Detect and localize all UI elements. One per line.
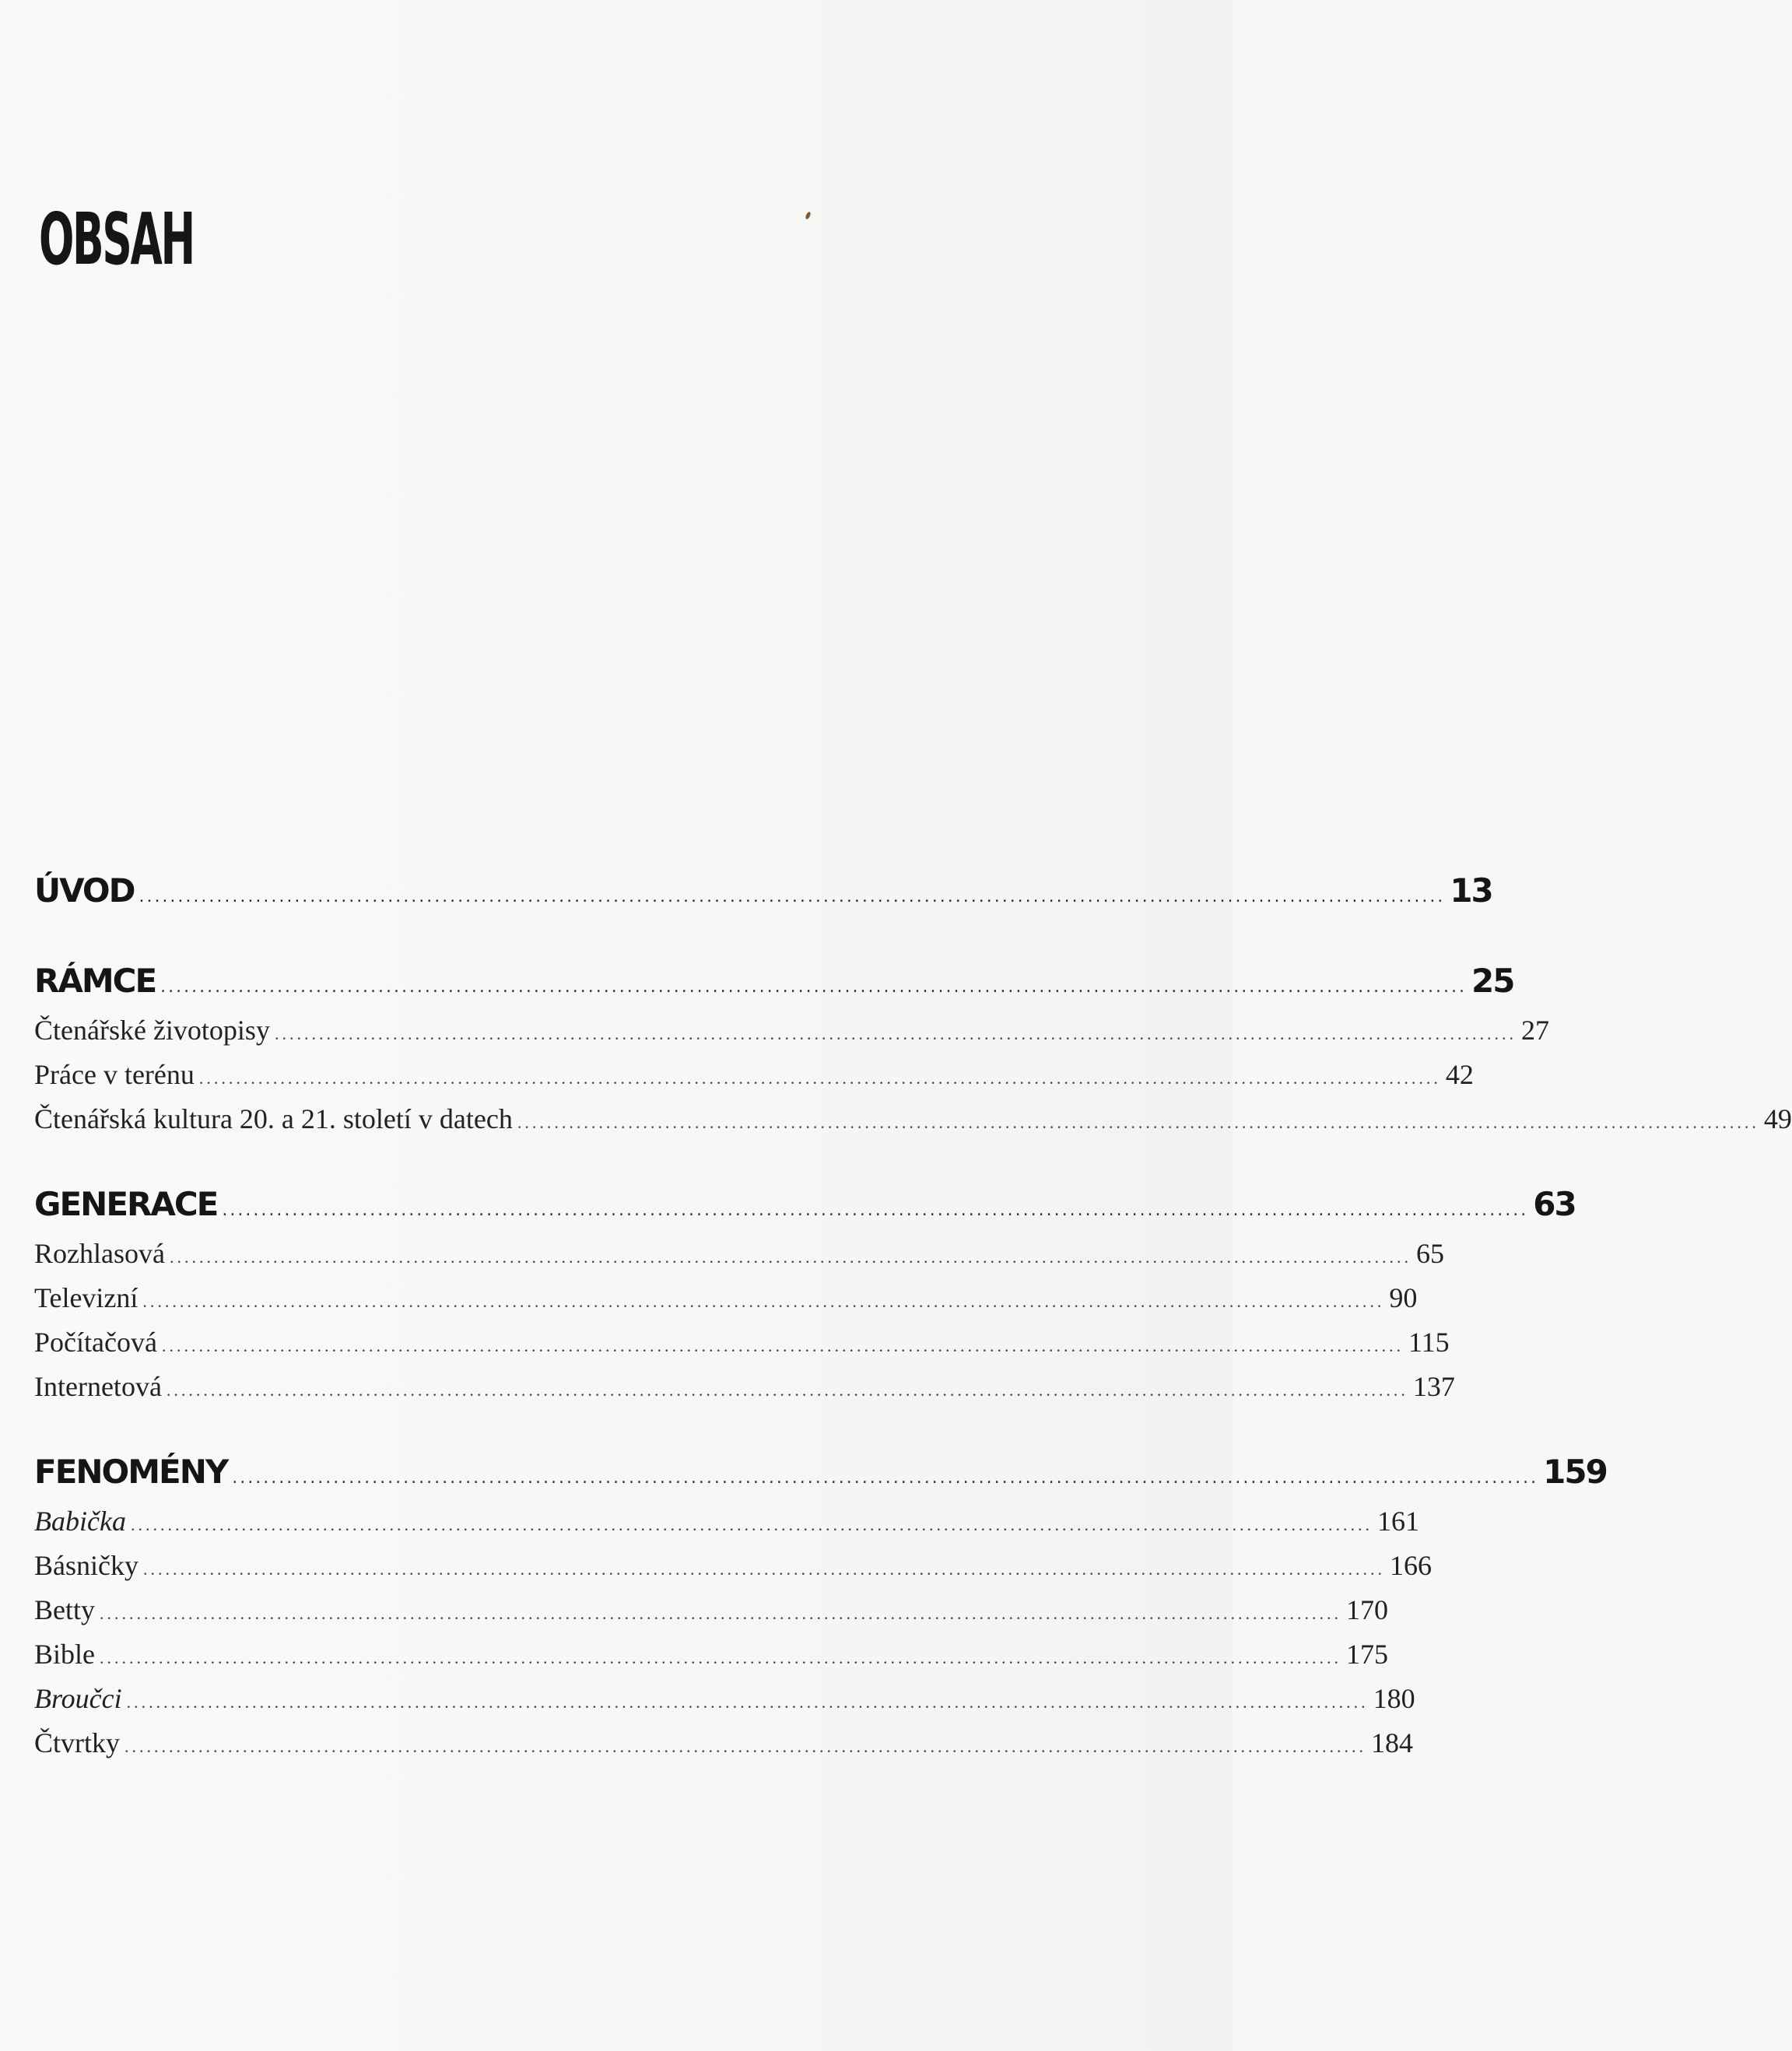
toc-entry[interactable] — [34, 1008, 1549, 1053]
dot-leader: ........................................................................................................................................................................ — [161, 1336, 1404, 1355]
toc-entry-label: Broučci — [34, 1683, 122, 1714]
toc-entry-page: 161 — [1376, 1506, 1419, 1537]
table-of-contents — [34, 864, 1792, 1801]
toc-heading-page: 63 — [1533, 1185, 1576, 1223]
dot-leader: ........................................................................................................................................................................ — [166, 1380, 1408, 1400]
dot-leader: ........................................................................................................................................................................ — [160, 977, 1468, 997]
dot-leader: ........................................................................................................................................................................ — [169, 1247, 1412, 1267]
toc-entry-page: 137 — [1412, 1371, 1455, 1402]
toc-entry-page: 49 — [1763, 1103, 1792, 1134]
toc-entry-label: Babička — [34, 1506, 126, 1537]
toc-heading[interactable] — [34, 954, 1514, 1008]
dot-leader: ........................................................................................................................................................................ — [274, 1024, 1517, 1043]
toc-entry-label: Betty — [34, 1594, 95, 1625]
toc-heading-page: 25 — [1471, 962, 1514, 1000]
toc-section-generace — [34, 1177, 1576, 1409]
toc-entry-label: Rozhlasová — [34, 1238, 165, 1269]
toc-entry[interactable] — [34, 1632, 1388, 1677]
toc-entry-label: Počítačová — [34, 1327, 157, 1358]
toc-heading[interactable] — [34, 1445, 1607, 1499]
toc-entry-label: Básničky — [34, 1550, 139, 1581]
dot-leader: ........................................................................................................................................................................ — [130, 1515, 1373, 1534]
toc-entry-label: Internetová — [34, 1371, 162, 1402]
toc-section-fenomeny — [34, 1445, 1607, 1765]
dot-leader: ........................................................................................................................................................................ — [517, 1113, 1759, 1132]
toc-section-ramce — [34, 954, 1792, 1141]
toc-entry-page: 175 — [1346, 1639, 1388, 1670]
toc-entry[interactable] — [34, 1320, 1450, 1365]
toc-entry-label: Televizní — [34, 1282, 139, 1313]
toc-entry-label: Čtvrtky — [34, 1727, 121, 1758]
toc-entry[interactable] — [34, 1499, 1419, 1544]
toc-heading[interactable] — [34, 864, 1492, 918]
dot-leader: ........................................................................................................................................................................ — [142, 1559, 1385, 1579]
dot-leader: ........................................................................................................................................................................ — [126, 1692, 1369, 1712]
toc-heading-label: ÚVOD — [34, 871, 135, 910]
toc-entry[interactable] — [34, 1232, 1444, 1276]
toc-entry-label: Čtenářské životopisy — [34, 1015, 270, 1046]
dot-leader: ........................................................................................................................................................................ — [222, 1201, 1529, 1220]
toc-entry-page: 65 — [1415, 1238, 1444, 1269]
toc-entry-page: 180 — [1373, 1683, 1415, 1714]
toc-entry-label: Čtenářská kultura 20. a 21. století v datech — [34, 1103, 513, 1134]
toc-entry-page: 166 — [1389, 1550, 1432, 1581]
toc-entry[interactable] — [34, 1544, 1432, 1588]
dot-leader: ........................................................................................................................................................................ — [100, 1648, 1341, 1667]
dot-leader: ........................................................................................................................................................................ — [142, 1292, 1385, 1311]
toc-entry-page: 42 — [1445, 1059, 1474, 1090]
dot-leader: ........................................................................................................................................................................ — [139, 887, 1446, 906]
toc-heading[interactable] — [34, 1177, 1576, 1232]
ink-speck — [805, 211, 812, 219]
toc-entry-page: 115 — [1408, 1327, 1450, 1358]
toc-heading-label: RÁMCE — [34, 962, 156, 1000]
toc-heading-label: GENERACE — [34, 1185, 218, 1223]
toc-entry-label: Bible — [34, 1639, 95, 1670]
dot-leader: ........................................................................................................................................................................ — [198, 1068, 1441, 1088]
toc-entry-page: 170 — [1346, 1594, 1388, 1625]
toc-entry[interactable] — [34, 1721, 1414, 1765]
toc-entry[interactable] — [34, 1053, 1474, 1097]
toc-entry-page: 27 — [1520, 1015, 1549, 1046]
page-title: OBSAH — [39, 198, 194, 281]
dot-leader: ........................................................................................................................................................................ — [124, 1737, 1367, 1756]
toc-entry-page: 184 — [1371, 1727, 1414, 1758]
toc-entry[interactable] — [34, 1677, 1415, 1721]
toc-section-uvod — [34, 864, 1492, 918]
toc-entry-page: 90 — [1389, 1282, 1418, 1313]
toc-heading-page: 159 — [1543, 1453, 1607, 1491]
toc-entry-label: Práce v terénu — [34, 1059, 195, 1090]
toc-entry[interactable] — [34, 1276, 1418, 1320]
toc-entry[interactable] — [34, 1588, 1388, 1632]
toc-entry[interactable] — [34, 1365, 1455, 1409]
dot-leader: ........................................................................................................................................................................ — [232, 1468, 1539, 1488]
dot-leader: ........................................................................................................................................................................ — [100, 1604, 1341, 1623]
toc-heading-label: FENOMÉNY — [34, 1453, 228, 1491]
toc-heading-page: 13 — [1450, 871, 1492, 910]
toc-entry[interactable] — [34, 1097, 1792, 1141]
